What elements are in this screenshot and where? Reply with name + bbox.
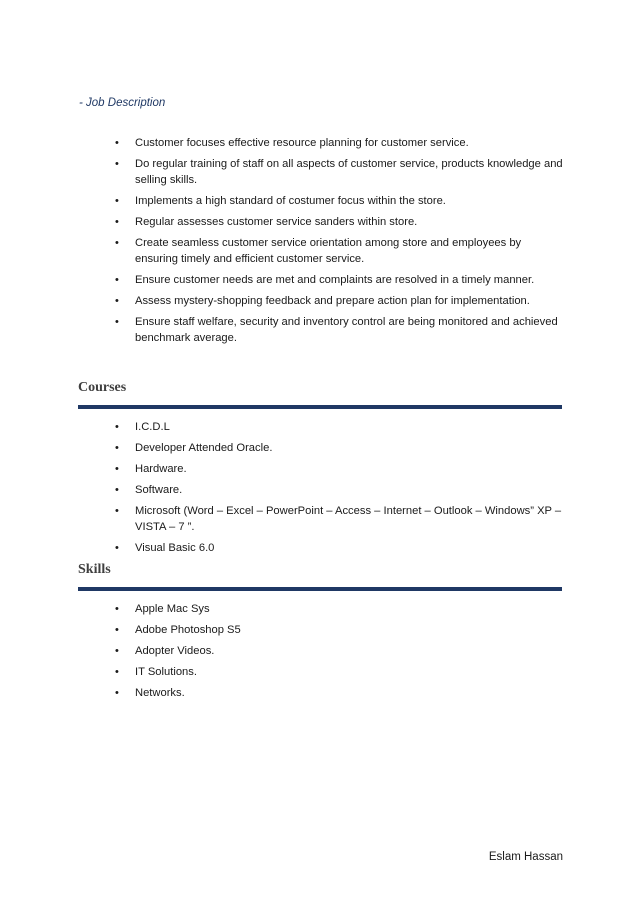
courses-divider [78,405,562,409]
courses-heading: Courses [78,380,127,395]
list-item [115,314,565,346]
job-description-title: - Job Description [79,97,166,109]
job-description-list [115,135,565,351]
bullet-icon: • [115,484,119,496]
bullet-icon: • [115,505,119,517]
skills-divider [78,587,562,591]
bullet-icon: • [115,237,119,249]
list-item-text: Adopter Videos. [135,645,215,657]
bullet-icon: • [115,274,119,286]
list-item [115,272,565,288]
list-item-text: Customer focuses effective resource planning for customer service. [135,137,469,149]
list-item-text: Ensure customer needs are met and complaints are resolved in a timely manner. [135,274,535,286]
bullet-icon: • [115,158,119,170]
bullet-icon: • [115,137,119,149]
skills-heading: Skills [78,562,111,577]
list-item [115,664,565,680]
list-item [115,540,565,556]
list-item [115,461,565,477]
list-item [115,193,565,209]
list-item-text: Adobe Photoshop S5 [135,624,241,636]
bullet-icon: • [115,442,119,454]
list-item [115,685,565,701]
bullet-icon: • [115,216,119,228]
bullet-icon: • [115,316,119,328]
bullet-icon: • [115,542,119,554]
list-item-text: Do regular training of staff on all aspects of customer service, products knowledge and selling skills. [135,158,563,186]
list-item [115,135,565,151]
list-item-text: Assess mystery-shopping feedback and prepare action plan for implementation. [135,295,530,307]
list-item-text: Networks. [135,687,185,699]
bullet-icon: • [115,463,119,475]
courses-list [115,419,565,561]
bullet-icon: • [115,421,119,433]
list-item [115,156,565,188]
list-item [115,643,565,659]
list-item-text: Implements a high standard of costumer focus within the store. [135,195,446,207]
list-item [115,503,565,535]
list-item-text: Regular assesses customer service sanders within store. [135,216,418,228]
list-item [115,235,565,267]
bullet-icon: • [115,295,119,307]
list-item-text: Microsoft (Word – Excel – PowerPoint – Access – Internet – Outlook – Windows” XP – VISTA – 7 ”. [135,505,562,533]
bullet-icon: • [115,195,119,207]
bullet-icon: • [115,603,119,615]
list-item-text: Visual Basic 6.0 [135,542,215,554]
list-item-text: IT Solutions. [135,666,197,678]
list-item [115,440,565,456]
list-item-text: Ensure staff welfare, security and inventory control are being monitored and achieved benchmark average. [135,316,558,344]
list-item [115,214,565,230]
list-item [115,482,565,498]
bullet-icon: • [115,666,119,678]
list-item [115,293,565,309]
bullet-icon: • [115,645,119,657]
list-item-text: Create seamless customer service orientation among store and employees by ensuring timely and efficient customer service. [135,237,522,265]
list-item [115,419,565,435]
list-item-text: Software. [135,484,183,496]
footer-author-name: Eslam Hassan [488,851,563,863]
list-item [115,622,565,638]
bullet-icon: • [115,687,119,699]
list-item-text: Hardware. [135,463,187,475]
skills-list [115,601,565,706]
list-item-text: Apple Mac Sys [135,603,210,615]
list-item [115,601,565,617]
list-item-text: I.C.D.L [135,421,170,433]
list-item-text: Developer Attended Oracle. [135,442,273,454]
bullet-icon: • [115,624,119,636]
